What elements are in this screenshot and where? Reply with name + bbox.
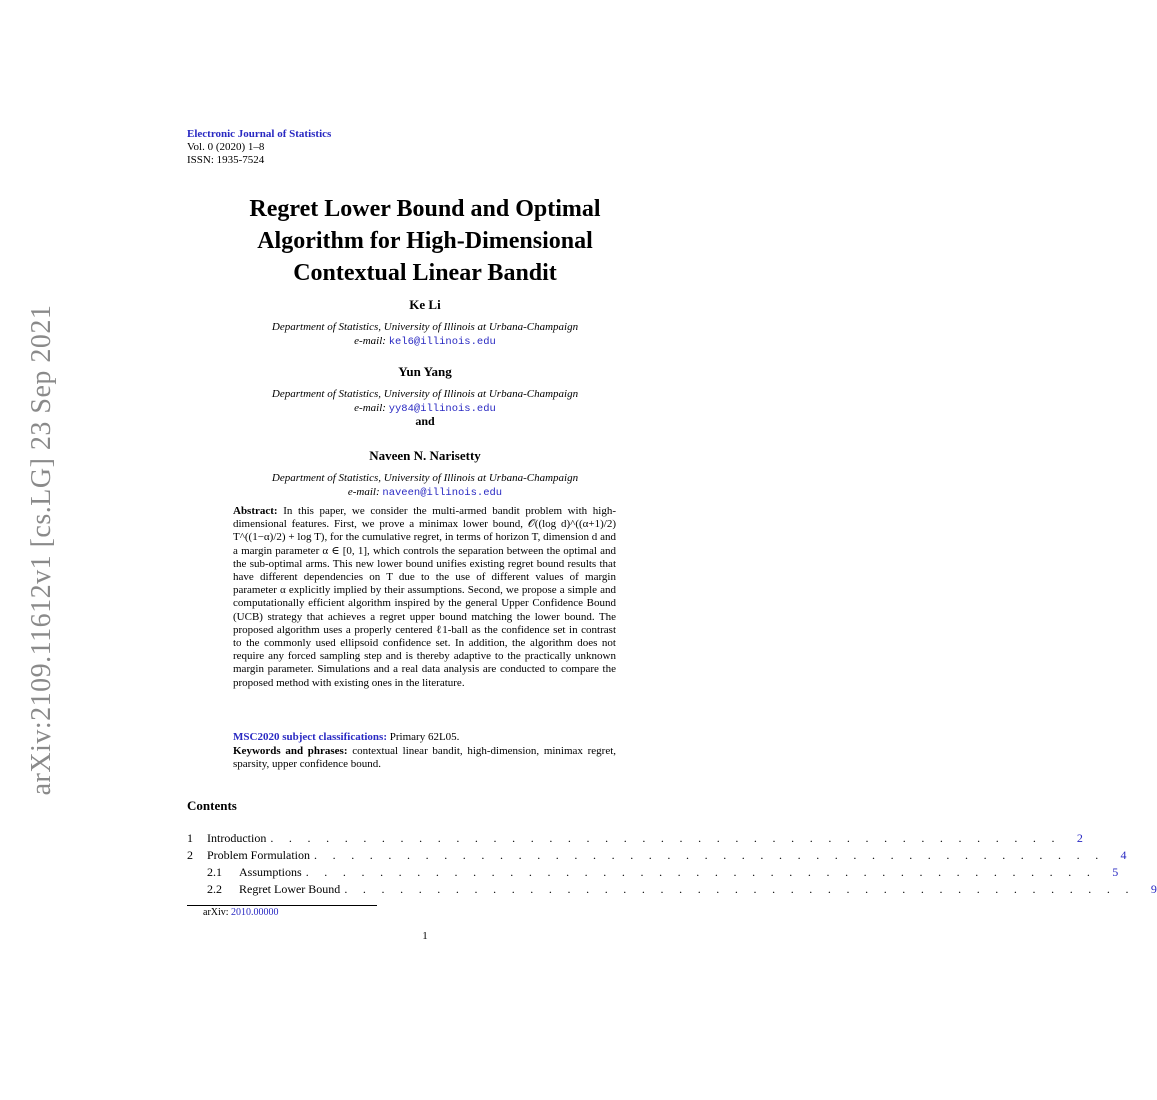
toc-entry[interactable] (187, 881, 1157, 898)
footnote-divider (187, 905, 377, 906)
paper-title (0, 193, 850, 289)
toc-number: 2 (187, 848, 193, 862)
toc-label: Problem Formulation (207, 848, 310, 862)
affiliation: Department of Statistics, University of Illinois at Urbana-Champaign (271, 472, 579, 484)
title-line: Contextual Linear Bandit (293, 260, 557, 286)
and-separator: and (415, 414, 435, 428)
msc-value: Primary 62L05. (389, 731, 460, 743)
arxiv-stamp-text: arXiv:2109.11612v1 [cs.LG] 23 Sep 2021 (26, 304, 57, 796)
footnote (203, 907, 279, 918)
toc-label: Introduction (207, 831, 267, 845)
journal-header (187, 128, 331, 167)
title-line: Algorithm for High-Dimensional (257, 228, 593, 254)
journal-name-link[interactable]: Electronic Journal of Statistics (187, 128, 332, 140)
author-name: Ke Li (409, 297, 441, 312)
author-name: Naveen N. Narisetty (369, 448, 481, 463)
msc-line (233, 731, 616, 745)
footnote-arxiv-link[interactable]: 2010.00000 (231, 907, 279, 918)
toc-leader-dots: . . . . . . . . . . . . . . . . . . . . . . . . . . . . . . . . . . . . . . . . . . . (314, 848, 1105, 862)
toc-label: Assumptions (239, 865, 302, 879)
author-affiliation-block (0, 320, 850, 349)
toc-leader-dots: . . . . . . . . . . . . . . . . . . . . . . . . . . . . . . . . . . . . . . . . . . . (270, 831, 1061, 845)
keywords-label: Keywords and phrases: (233, 744, 348, 757)
toc-page-link[interactable]: 2 (1076, 831, 1083, 845)
abstract-label: Abstract: (233, 505, 278, 517)
email-link[interactable]: yy84@illinois.edu (388, 403, 496, 415)
email-link[interactable]: naveen@illinois.edu (382, 487, 503, 499)
lower-bound-formula: 𝒪((log d)^((α+1)/2) T^((1−α)/2) + log T) (233, 518, 616, 544)
toc-page-link[interactable]: 9 (1150, 882, 1157, 896)
contents-heading: Contents (187, 798, 237, 813)
email-label: e-mail: (354, 335, 386, 347)
page-number: 1 (422, 930, 428, 942)
email-link[interactable]: kel6@illinois.edu (388, 336, 496, 348)
author-affiliation-block (0, 471, 850, 500)
toc-entry[interactable] (187, 847, 1127, 864)
toc-label: Regret Lower Bound (239, 882, 341, 896)
table-of-contents (187, 830, 1157, 898)
abstract-text-1: In this paper, we consider the multi-armed bandit problem with high-dimensional features. First, we prove a minimax lower bound, (233, 505, 617, 531)
affiliation: Department of Statistics, University of Illinois at Urbana-Champaign (271, 388, 579, 400)
footnote-label: arXiv: (203, 907, 229, 918)
toc-entry[interactable] (187, 830, 1083, 847)
toc-page-link[interactable]: 5 (1112, 865, 1119, 879)
abstract (233, 505, 616, 690)
email-label: e-mail: (347, 486, 380, 498)
keywords-value: contextual linear bandit, high-dimension, minimax regret, sparsity, upper confidence bound. (233, 744, 617, 770)
toc-number: 2.1 (207, 865, 222, 879)
email-label: e-mail: (354, 402, 386, 414)
toc-leader-dots: . . . . . . . . . . . . . . . . . . . . . . . . . . . . . . . . . . . . . . . . . . . (305, 865, 1097, 879)
toc-entry[interactable] (187, 864, 1119, 881)
toc-number: 2.2 (207, 882, 222, 896)
email-line (0, 334, 850, 349)
journal-issn: ISSN: 1935-7524 (187, 154, 265, 166)
abstract-text-2: , for the cumulative regret, in terms of horizon T, dimension d and a margin parameter α ∈ [0, 1], which controls the separation between the optimal and the sub-optimal arms. This new lower bound unifies existing regret bound results that have different dependencies on T due to the use of different values of margin parameter α explicitly implied by their assumptions. Second, we propose a simple and computationally efficient algorithm inspired by the general Upper Confidence Bound (UCB) strategy that achieves a regret upper bound matching the lower bound. The proposed algorithm uses a properly centered ℓ1-ball as the confidence set in contrast to the commonly used ellipsoid confidence set. In addition, the algorithm does not require any forced sampling step and is thereby adaptive to the practically unknown margin parameter. Simulations and a real data analysis are conducted to compare the proposed method with existing ones in the literature. (233, 531, 617, 689)
keywords-line (233, 745, 616, 772)
toc-number: 1 (187, 831, 193, 845)
affiliation: Department of Statistics, University of Illinois at Urbana-Champaign (271, 321, 579, 333)
author-name: Yun Yang (398, 364, 452, 379)
journal-volume: Vol. 0 (2020) 1–8 (187, 141, 265, 153)
msc-label-link[interactable]: MSC2020 subject classifications: (233, 731, 387, 743)
toc-leader-dots: . . . . . . . . . . . . . . . . . . . . . . . . . . . . . . . . . . . . . . . . . . . (344, 882, 1135, 896)
classification-block (233, 731, 616, 772)
toc-page-link[interactable]: 4 (1120, 848, 1127, 862)
email-line (0, 485, 850, 500)
title-line: Regret Lower Bound and Optimal (249, 196, 601, 222)
author-affiliation-block (0, 387, 850, 416)
